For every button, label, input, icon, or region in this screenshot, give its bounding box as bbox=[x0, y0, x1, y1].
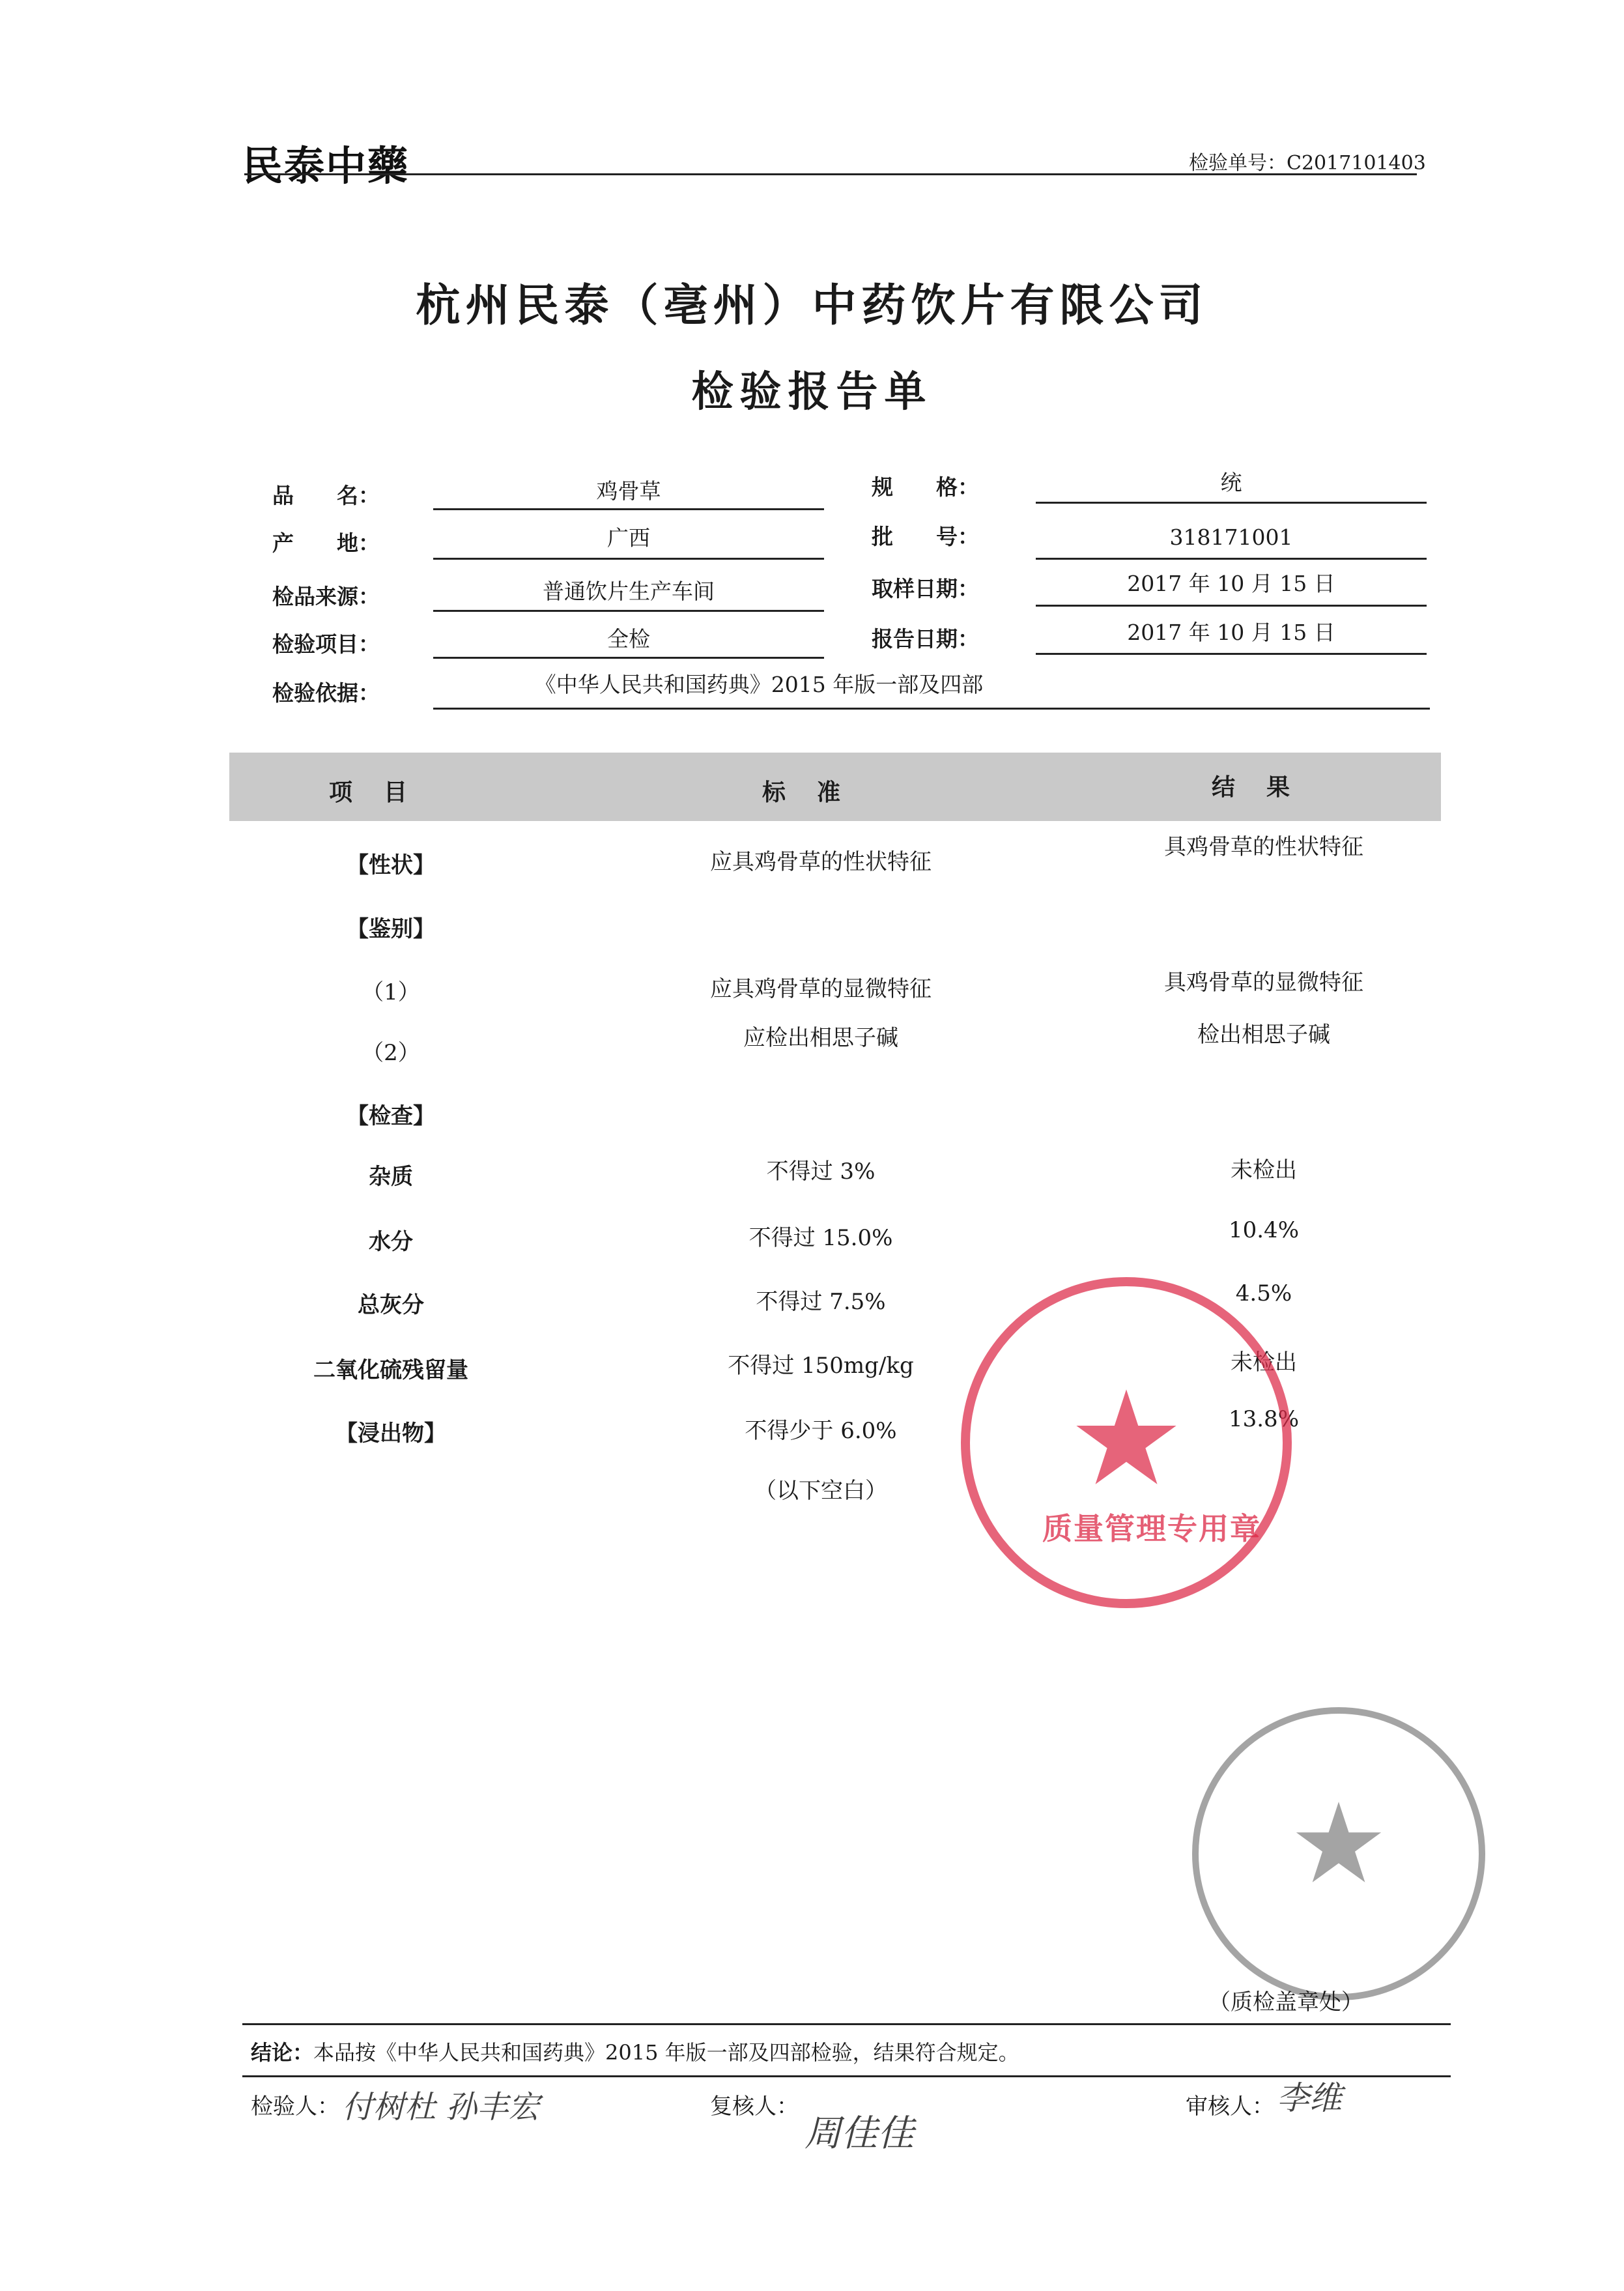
basis-label: 检验依据： bbox=[272, 680, 380, 706]
row-result: 检出相思子碱 bbox=[1197, 1022, 1330, 1048]
inspector-label: 检验人： bbox=[251, 2094, 339, 2120]
row-item: （1） bbox=[362, 979, 420, 1005]
conclusion-text: 本品按《中华人民共和国药典》2015 年版一部及四部检验，结果符合规定。 bbox=[313, 2040, 1019, 2065]
spec-value: 统 bbox=[1220, 470, 1242, 495]
col-result-header: 结 果 bbox=[1212, 773, 1294, 801]
sampling-date-underline bbox=[1036, 605, 1427, 607]
row-result: 4.5% bbox=[1235, 1280, 1292, 1306]
origin-value: 广西 bbox=[607, 525, 650, 551]
basis-value: 《中华人民共和国药典》2015 年版一部及四部 bbox=[534, 672, 984, 697]
stamp-note: （质检盖章处） bbox=[1208, 1989, 1363, 2015]
spec-underline bbox=[1036, 502, 1427, 504]
row-result: 未检出 bbox=[1231, 1349, 1297, 1376]
product-label: 品 名： bbox=[272, 483, 380, 508]
blank-note: （以下空白） bbox=[754, 1478, 887, 1504]
seal-star-icon: ★ bbox=[1289, 1779, 1389, 1909]
gray-inspection-seal bbox=[1192, 1707, 1485, 2000]
row-result: 13.8% bbox=[1228, 1406, 1299, 1432]
col-standard-header: 标 准 bbox=[762, 779, 845, 806]
row-standard: 不得过 3% bbox=[766, 1159, 876, 1185]
batch-label: 批 号： bbox=[872, 524, 979, 549]
batch-value: 318171001 bbox=[1169, 525, 1293, 550]
row-item: （2） bbox=[362, 1040, 420, 1066]
row-standard: 不得过 15.0% bbox=[748, 1225, 893, 1251]
source-label: 检品来源： bbox=[272, 584, 380, 609]
company-logo: 民泰中藥 bbox=[242, 142, 410, 190]
document-title: 检验报告单 bbox=[691, 367, 933, 416]
row-item: 总灰分 bbox=[358, 1292, 424, 1318]
red-company-seal bbox=[961, 1277, 1292, 1608]
row-item: 【检查】 bbox=[347, 1103, 435, 1129]
row-item: 杂质 bbox=[369, 1164, 413, 1190]
sampling-date-value: 2017 年 10 月 15 日 bbox=[1127, 571, 1335, 596]
report-date-value: 2017 年 10 月 15 日 bbox=[1127, 620, 1335, 645]
reviewer-signature: 周佳佳 bbox=[805, 2112, 914, 2155]
row-result: 具鸡骨草的性状特征 bbox=[1164, 834, 1363, 860]
row-standard: 应具鸡骨草的性状特征 bbox=[710, 849, 932, 875]
origin-label: 产 地： bbox=[272, 530, 380, 556]
footer-rule-top bbox=[242, 2023, 1451, 2025]
row-item: 二氧化硫残留量 bbox=[313, 1357, 468, 1383]
source-underline bbox=[433, 610, 824, 612]
test-items-label: 检验项目： bbox=[272, 631, 380, 657]
spec-label: 规 格： bbox=[872, 474, 979, 500]
report-date-label: 报告日期： bbox=[872, 626, 979, 652]
basis-underline bbox=[433, 708, 1430, 710]
row-standard: 应检出相思子碱 bbox=[743, 1025, 898, 1051]
footer-rule-bottom bbox=[242, 2075, 1451, 2077]
sampling-date-label: 取样日期： bbox=[872, 576, 979, 601]
origin-underline bbox=[433, 558, 824, 560]
test-items-underline bbox=[433, 657, 824, 659]
row-standard: 不得过 7.5% bbox=[756, 1289, 886, 1315]
seal-star-icon: ★ bbox=[1068, 1363, 1185, 1515]
row-item: 【鉴别】 bbox=[347, 916, 435, 942]
approver-label: 审核人： bbox=[1186, 2094, 1274, 2120]
col-item-header: 项 目 bbox=[329, 779, 412, 806]
report-date-underline bbox=[1036, 653, 1427, 655]
conclusion-label: 结论： bbox=[251, 2040, 314, 2065]
row-standard: 不得过 150mg/kg bbox=[728, 1353, 914, 1379]
row-result: 未检出 bbox=[1231, 1157, 1297, 1183]
company-name: 杭州民泰（亳州）中药饮片有限公司 bbox=[416, 280, 1208, 332]
test-items-value: 全检 bbox=[607, 626, 650, 652]
row-standard: 应具鸡骨草的显微特征 bbox=[710, 976, 932, 1002]
product-value: 鸡骨草 bbox=[596, 478, 661, 504]
row-result: 具鸡骨草的显微特征 bbox=[1164, 970, 1363, 996]
header-divider bbox=[244, 173, 1417, 175]
reviewer-label: 复核人： bbox=[710, 2094, 799, 2120]
row-item: 【浸出物】 bbox=[335, 1420, 446, 1447]
red-seal-text: 质量管理专用章 bbox=[1042, 1511, 1261, 1546]
conclusion bbox=[251, 2036, 1019, 2066]
row-result: 10.4% bbox=[1228, 1217, 1299, 1243]
row-item: 【性状】 bbox=[347, 852, 435, 878]
row-standard: 不得少于 6.0% bbox=[745, 1418, 897, 1444]
approver-signature: 李维 bbox=[1277, 2079, 1342, 2117]
row-item: 水分 bbox=[369, 1229, 413, 1255]
inspector-signature: 付树杜 孙丰宏 bbox=[342, 2089, 540, 2125]
batch-underline bbox=[1036, 558, 1427, 560]
source-value: 普通饮片生产车间 bbox=[543, 579, 715, 604]
product-underline bbox=[433, 508, 824, 510]
report-number: 检验单号：C2017101403 bbox=[1189, 152, 1426, 175]
